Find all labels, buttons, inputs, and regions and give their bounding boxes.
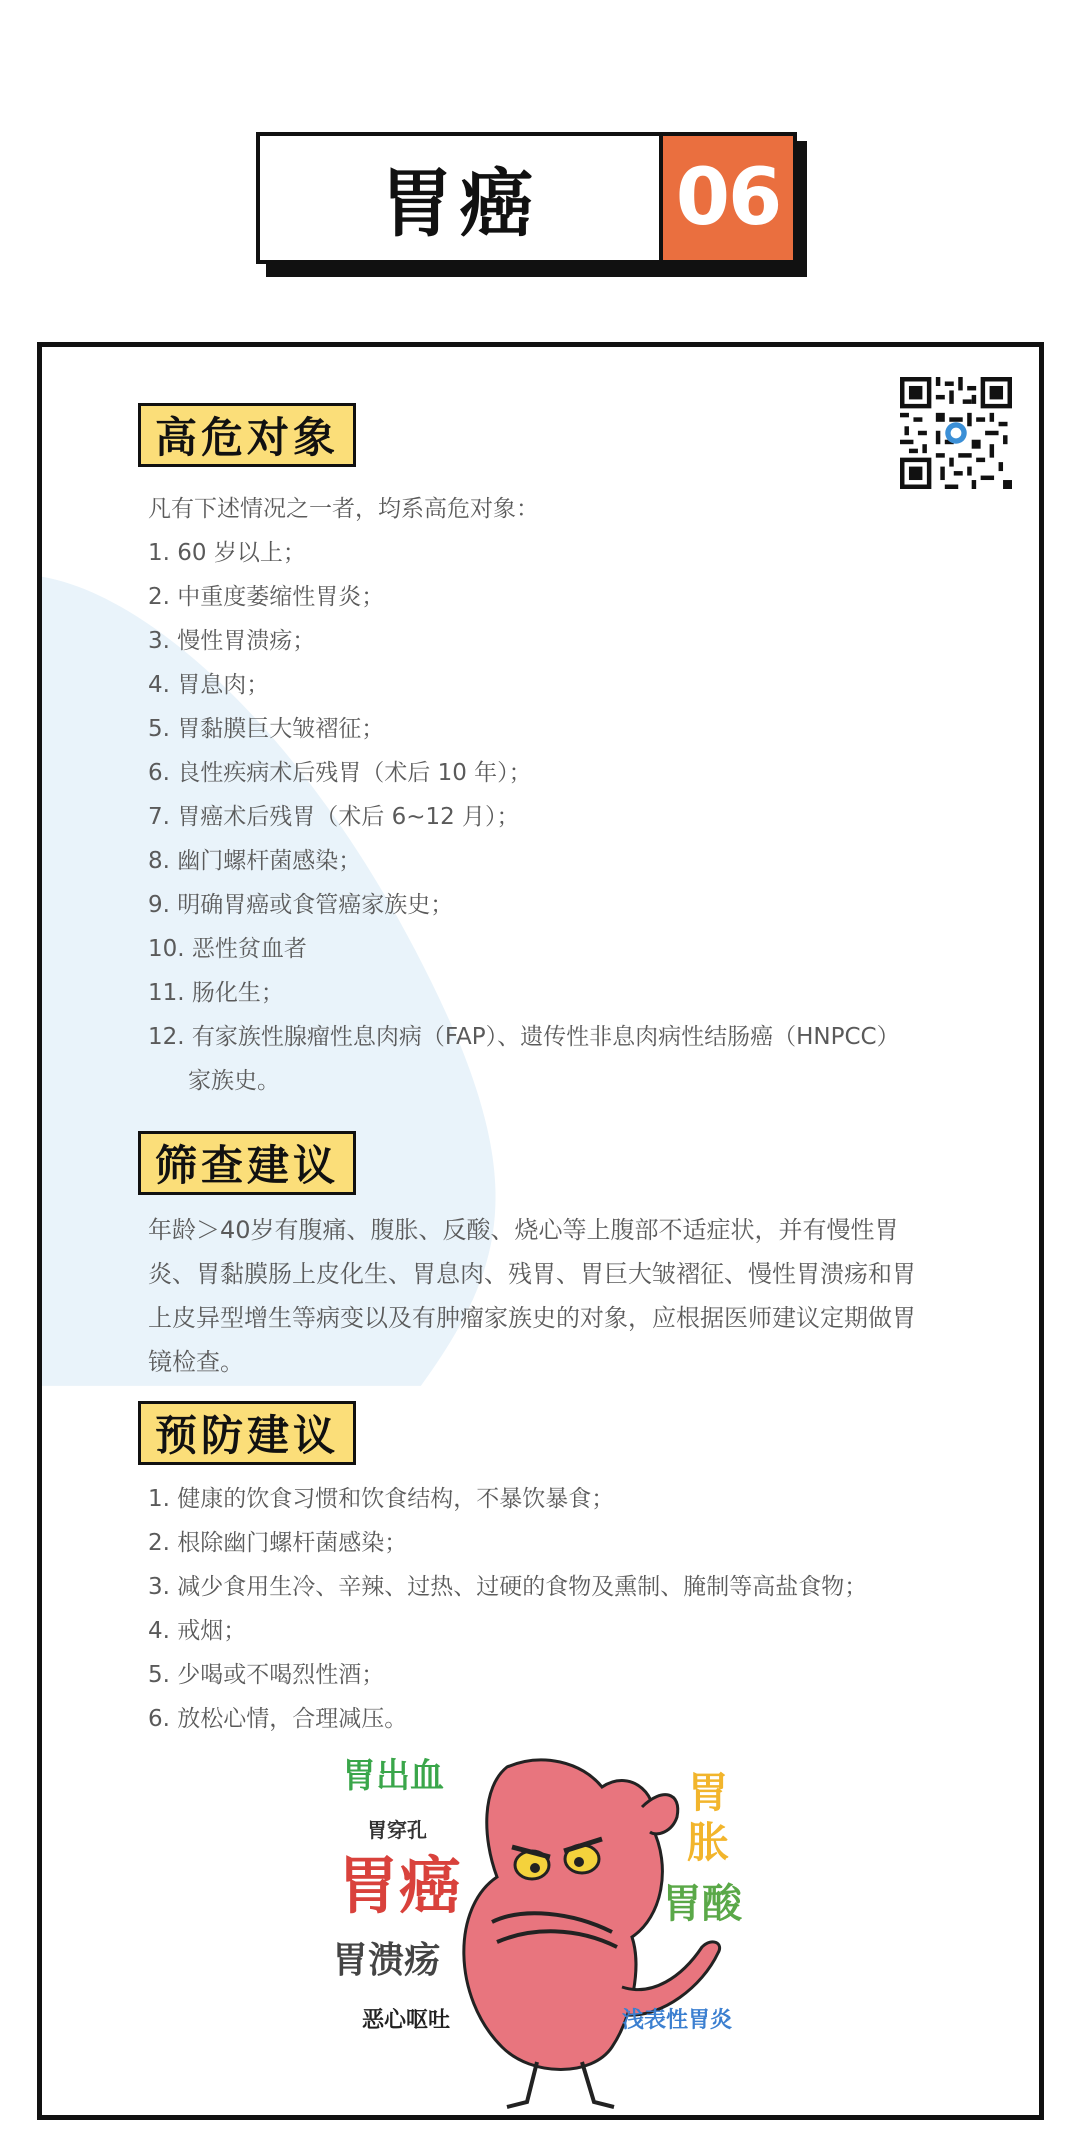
word-distension-1: 胃 <box>687 1768 730 1817</box>
list-item: 9. 明确胃癌或食管癌家族史； <box>148 892 454 918</box>
list-item-continuation: 家族史。 <box>188 1068 280 1094</box>
word-gastritis: 浅表性胃炎 <box>622 2008 733 2033</box>
section-heading-high-risk: 高危对象 <box>138 403 356 467</box>
list-item: 11. 肠化生； <box>148 980 284 1006</box>
word-ulcer: 胃溃疡 <box>332 1940 441 1981</box>
list-item: 6. 良性疾病术后残胃（术后 10 年）； <box>148 760 532 786</box>
list-item: 5. 少喝或不喝烈性酒； <box>148 1662 385 1688</box>
high-risk-intro: 凡有下述情况之一者，均系高危对象： <box>148 496 539 522</box>
qr-code-icon <box>900 377 1012 489</box>
screening-paragraph-line: 镜检查。 <box>148 1348 244 1376</box>
banner-title: 胃癌 <box>379 161 540 247</box>
word-distension-2: 胀 <box>687 1818 730 1867</box>
list-item: 10. 恶性贫血者 <box>148 936 307 962</box>
banner-number: 06 <box>659 136 793 260</box>
list-item: 4. 胃息肉； <box>148 672 270 698</box>
word-perforation: 胃穿孔 <box>367 1818 427 1842</box>
list-item: 2. 根除幽门螺杆菌感染； <box>148 1530 408 1556</box>
list-item: 4. 戒烟； <box>148 1618 247 1644</box>
list-item: 7. 胃癌术后残胃（术后 6~12 月）； <box>148 804 520 830</box>
content-card <box>37 342 1044 2120</box>
section-heading-screening: 筛查建议 <box>138 1131 356 1195</box>
title-banner <box>256 132 797 264</box>
list-item: 6. 放松心情，合理减压。 <box>148 1706 408 1732</box>
list-item: 3. 慢性胃溃疡； <box>148 628 316 654</box>
list-item: 2. 中重度萎缩性胃炎； <box>148 584 385 610</box>
section-heading-prevention: 预防建议 <box>138 1401 356 1465</box>
word-cancer: 胃癌 <box>337 1849 462 1922</box>
angry-stomach-illustration <box>332 1747 792 2117</box>
list-item: 8. 幽门螺杆菌感染； <box>148 848 362 874</box>
list-item: 12. 有家族性腺瘤性息肉病（FAP）、遗传性非息肉病性结肠癌（HNPCC） <box>148 1024 900 1050</box>
screening-paragraph-line: 炎、胃黏膜肠上皮化生、胃息肉、残胃、胃巨大皱褶征、慢性胃溃疡和胃 <box>148 1260 916 1288</box>
word-bleeding: 胃出血 <box>342 1756 444 1796</box>
word-acid: 胃酸 <box>662 1881 742 1927</box>
list-item: 5. 胃黏膜巨大皱褶征； <box>148 716 385 742</box>
word-nausea: 恶心呕吐 <box>362 2008 451 2033</box>
list-item: 1. 健康的饮食习惯和饮食结构，不暴饮暴食； <box>148 1486 615 1512</box>
list-item: 3. 减少食用生冷、辛辣、过热、过硬的食物及熏制、腌制等高盐食物； <box>148 1574 868 1600</box>
screening-paragraph-line: 年龄＞40岁有腹痛、腹胀、反酸、烧心等上腹部不适症状，并有慢性胃 <box>148 1216 899 1244</box>
screening-paragraph-line: 上皮异型增生等病变以及有肿瘤家族史的对象，应根据医师建议定期做胃 <box>148 1304 916 1332</box>
list-item: 1. 60 岁以上； <box>148 540 306 566</box>
